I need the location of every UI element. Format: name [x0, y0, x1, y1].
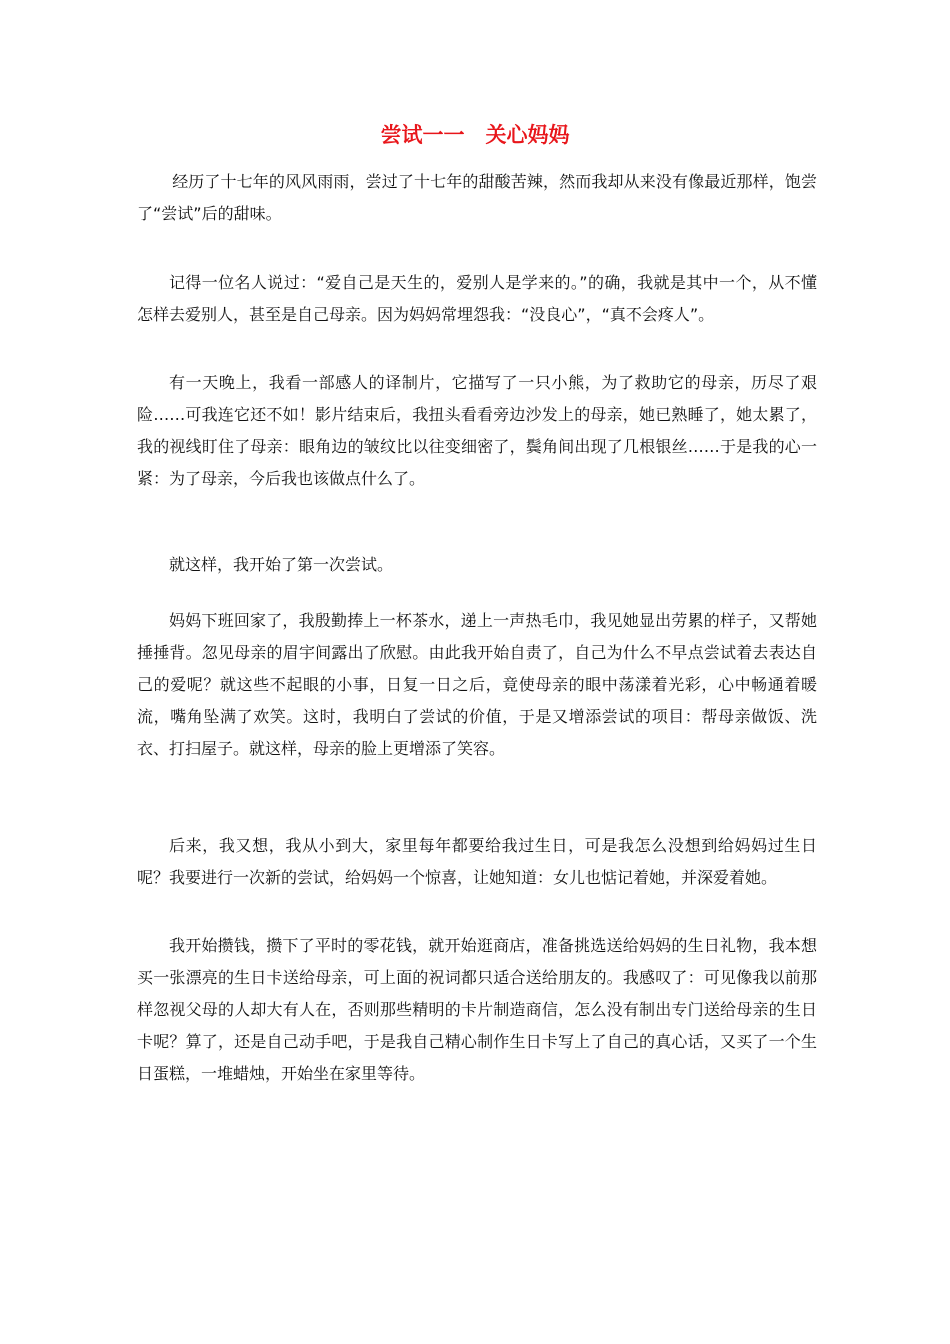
paragraph-1: 经历了十七年的风风雨雨，尝过了十七年的甜酸苦辣，然而我却从来没有像最近那样，饱尝了“尝试”后的甜味。	[137, 172, 817, 223]
paragraph-5: 妈妈下班回家了，我殷勤捧上一杯茶水，递上一声热毛巾，我见她显出劳累的样子，又帮她捶捶背。忽见母亲的眉宇间露出了欣慰。由此我开始自责了，自己为什么不早点尝试着去表达自己的爱呢？就这些不起眼的小事，日复一日之后，竟使母亲的眼中荡漾着光彩，心中畅通着暖流，嘴角坠满了欢笑。这时，我明白了尝试的价值，于是又增添尝试的项目：帮母亲做饭、洗衣、打扫屋子。就这样，母亲的脸上更增添了笑容。	[137, 611, 817, 758]
paragraph-4: 就这样，我开始了第一次尝试。	[169, 555, 394, 574]
paragraph-7: 我开始攒钱，攒下了平时的零花钱，就开始逛商店，准备挑选送给妈妈的生日礼物，我本想买一张漂亮的生日卡送给母亲，可上面的祝词都只适合送给朋友的。我感叹了：可见像我以前那样忽视父母的人却大有人在，否则那些精明的卡片制造商信，怎么没有制出专门送给母亲的生日卡呢？算了，还是自己动手吧，于是我自己精心制作生日卡写上了自己的真心话，又买了一个生日蛋糕，一堆蜡烛，开始坐在家里等待。	[137, 936, 817, 1083]
paragraph-6: 后来，我又想，我从小到大，家里每年都要给我过生日，可是我怎么没想到给妈妈过生日呢？我要进行一次新的尝试，给妈妈一个惊喜，让她知道：女儿也惦记着她，并深爱着她。	[137, 836, 817, 887]
paragraph-3: 有一天晚上，我看一部感人的译制片，它描写了一只小熊，为了救助它的母亲，历尽了艰险……可我连它还不如！影片结束后，我扭头看看旁边沙发上的母亲，她已熟睡了，她太累了，我的视线盯住了母亲：眼角边的皱纹比以往变细密了，鬓角间出现了几根银丝……于是我的心一紧：为了母亲，今后我也该做点什么了。	[137, 373, 817, 488]
document-title: 尝试一一 关心妈妈	[380, 123, 570, 147]
paragraph-2: 记得一位名人说过：“爱自己是天生的，爱别人是学来的。”的确，我就是其中一个，从不懂怎样去爱别人，甚至是自己母亲。因为妈妈常埋怨我：“没良心”，“真不会疼人”。	[137, 273, 817, 324]
